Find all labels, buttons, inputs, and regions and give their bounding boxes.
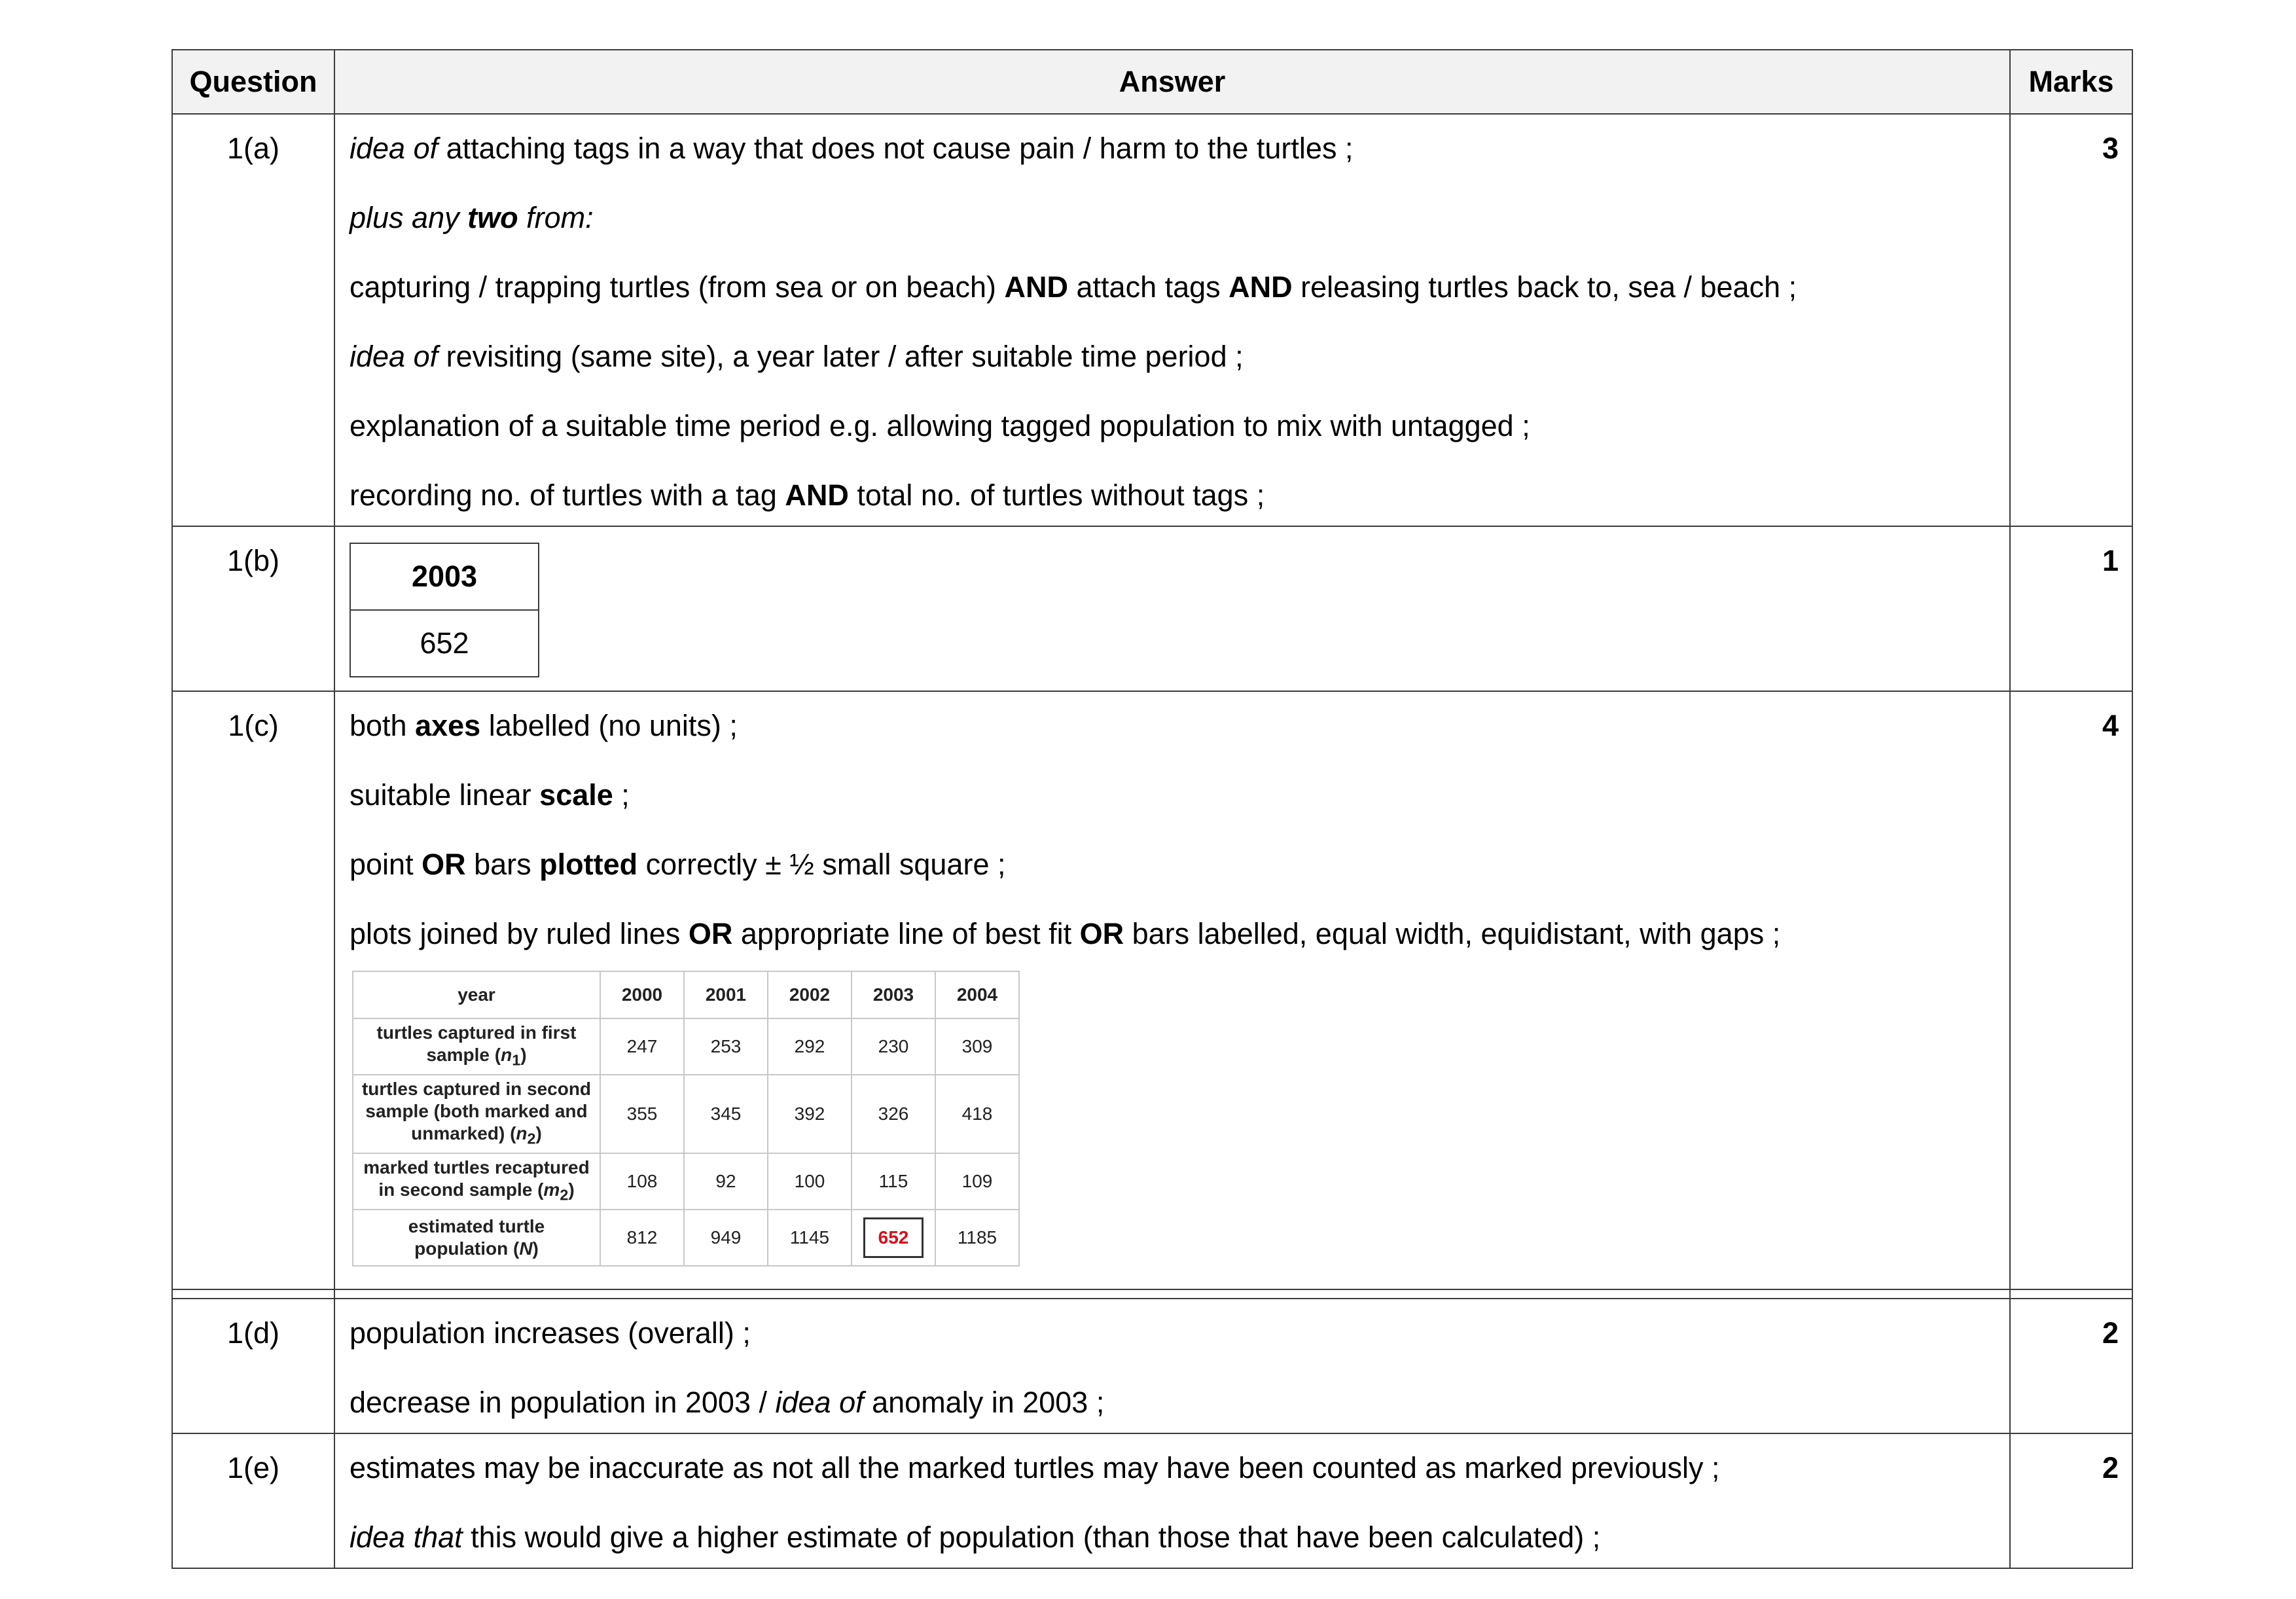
text: ) — [532, 1238, 539, 1259]
question-label: 1(e) — [172, 1433, 334, 1568]
subscript: 2 — [527, 1130, 536, 1147]
separator — [334, 1289, 2010, 1299]
text: unmarked) ( — [411, 1123, 516, 1143]
answer-line — [350, 709, 1995, 743]
mark-scheme-table — [171, 49, 2133, 1569]
data-cell: 253 — [684, 1018, 768, 1075]
text: sample (both marked and — [365, 1101, 588, 1121]
text: recording no. of turtles with a tag — [350, 478, 785, 512]
emphasis: plotted — [539, 848, 638, 881]
answer-line — [350, 201, 1995, 235]
answer-cell — [334, 526, 2010, 691]
answer-cell — [334, 114, 2010, 526]
row-header — [353, 1153, 600, 1210]
text: sample ( — [426, 1045, 501, 1066]
text: ; — [613, 778, 630, 812]
text: point — [350, 848, 422, 881]
text: revisiting (same site), a year later / after suitable time period ; — [438, 340, 1244, 373]
year-cell: 2000 — [600, 971, 684, 1018]
answer-cell — [334, 1299, 2010, 1433]
row-header — [353, 1075, 600, 1153]
text: anomaly in 2003 ; — [863, 1385, 1105, 1419]
text: correctly ± ½ small square ; — [637, 848, 1006, 881]
text: appropriate line of best fit — [732, 917, 1080, 950]
emphasis: AND — [1229, 270, 1293, 304]
row-1a — [172, 114, 2132, 526]
data-cell: 108 — [600, 1153, 684, 1210]
data-cell: 355 — [600, 1075, 684, 1153]
question-label: 1(c) — [172, 691, 334, 1289]
text: plus any — [350, 201, 468, 234]
data-cell: 418 — [935, 1075, 1019, 1153]
row-1e — [172, 1433, 2132, 1568]
emphasis: OR — [688, 917, 733, 950]
row-header: year — [353, 971, 600, 1018]
text: in second sample ( — [378, 1179, 544, 1200]
marks-value: 4 — [2010, 691, 2132, 1289]
header-question: Question — [172, 50, 334, 114]
qualifier: idea of — [350, 132, 439, 165]
text: decrease in population in 2003 / — [350, 1385, 776, 1419]
text: labelled (no units) ; — [480, 709, 738, 742]
row-1c — [172, 691, 2132, 1289]
answer-line: explanation of a suitable time period e.g. allowing tagged population to mix with untagged ; — [350, 409, 1530, 442]
separator-row — [172, 1289, 2132, 1299]
data-cell: 1145 — [768, 1210, 852, 1266]
answer-line — [350, 132, 1995, 166]
data-cell: 292 — [768, 1018, 852, 1075]
data-cell: 326 — [852, 1075, 935, 1153]
text: estimated turtle — [408, 1215, 545, 1236]
answer-line: estimates may be inaccurate as not all the marked turtles may have been counted as marked previously ; — [350, 1450, 1720, 1484]
emphasis: OR — [1079, 917, 1124, 950]
subscript: 1 — [512, 1051, 521, 1069]
answer-line — [350, 1386, 1995, 1420]
answer-line — [350, 778, 1995, 812]
symbol: n — [501, 1045, 512, 1066]
text: bars — [465, 848, 540, 881]
symbol: N — [519, 1238, 533, 1259]
text: suitable linear — [350, 778, 540, 812]
highlighted-value: 652 — [863, 1217, 924, 1258]
answer-line — [350, 270, 1995, 304]
emphasis: AND — [785, 478, 849, 512]
text: turtles captured in second — [361, 1079, 592, 1099]
data-cell: 115 — [852, 1153, 935, 1210]
question-label: 1(d) — [172, 1299, 334, 1433]
text: attaching tags in a way that does not cause pain / harm to the turtles ; — [438, 132, 1354, 165]
emphasis: OR — [422, 848, 466, 881]
qualifier: idea of — [775, 1385, 864, 1419]
row-1b — [172, 526, 2132, 691]
data-cell: 92 — [684, 1153, 768, 1210]
separator — [2010, 1289, 2132, 1299]
data-cell — [852, 1210, 935, 1266]
year-row — [353, 971, 1019, 1018]
text: ) — [535, 1123, 542, 1143]
data-cell: 812 — [600, 1210, 684, 1266]
text: ) — [520, 1045, 527, 1066]
text: marked turtles recaptured — [363, 1157, 590, 1177]
separator — [172, 1289, 334, 1299]
answer-line — [350, 478, 1995, 512]
answer-line — [350, 917, 1995, 951]
text: this would give a higher estimate of population (than those that have been calculated) ; — [462, 1520, 1601, 1554]
data-cell: 392 — [768, 1075, 852, 1153]
data-row — [353, 1075, 1019, 1153]
answer-line — [350, 1520, 1995, 1554]
emphasis: axes — [415, 709, 481, 742]
text: attach tags — [1068, 270, 1229, 304]
answer-mini-table — [350, 543, 539, 677]
year-cell: 2001 — [684, 971, 768, 1018]
emphasis: AND — [1004, 270, 1069, 304]
marks-value: 3 — [2010, 114, 2132, 526]
answer-cell — [334, 691, 2010, 1289]
year-cell: 2003 — [852, 971, 935, 1018]
emphasis: scale — [539, 778, 613, 812]
marks-value: 2 — [2010, 1299, 2132, 1433]
marks-value: 1 — [2010, 526, 2132, 691]
answer-line — [350, 340, 1995, 374]
data-cell: 1185 — [935, 1210, 1019, 1266]
text: capturing / trapping turtles (from sea or on beach) — [350, 270, 1005, 304]
text: plots joined by ruled lines — [350, 917, 689, 950]
qualifier: idea of — [350, 340, 439, 373]
qualifier: idea that — [350, 1520, 463, 1554]
turtle-data-table — [352, 971, 1020, 1267]
symbol: m — [543, 1179, 560, 1200]
question-label: 1(a) — [172, 114, 334, 526]
question-label: 1(b) — [172, 526, 334, 691]
text: ) — [568, 1179, 575, 1200]
answer-line: population increases (overall) ; — [350, 1316, 751, 1350]
answer-line — [350, 848, 1995, 882]
data-cell: 100 — [768, 1153, 852, 1210]
symbol: n — [516, 1123, 528, 1143]
row-1d — [172, 1299, 2132, 1433]
mini-value: 652 — [350, 610, 539, 677]
answer-cell — [334, 1433, 2010, 1568]
data-cell: 247 — [600, 1018, 684, 1075]
header-marks: Marks — [2010, 50, 2132, 114]
mini-year: 2003 — [350, 543, 539, 610]
header-row — [172, 50, 2132, 114]
text: turtles captured in first — [376, 1022, 577, 1043]
year-cell: 2002 — [768, 971, 852, 1018]
data-row — [353, 1153, 1019, 1210]
marks-value: 2 — [2010, 1433, 2132, 1568]
text: releasing turtles back to, sea / beach ; — [1292, 270, 1797, 304]
text: population ( — [414, 1238, 520, 1259]
data-cell: 949 — [684, 1210, 768, 1266]
emphasis: two — [467, 201, 518, 234]
data-row — [353, 1210, 1019, 1266]
data-row — [353, 1018, 1019, 1075]
text: total no. of turtles without tags ; — [848, 478, 1265, 512]
row-header — [353, 1210, 600, 1266]
data-cell: 109 — [935, 1153, 1019, 1210]
text: from: — [518, 201, 594, 234]
data-cell: 230 — [852, 1018, 935, 1075]
data-cell: 345 — [684, 1075, 768, 1153]
text: both — [350, 709, 416, 742]
row-header — [353, 1018, 600, 1075]
data-cell: 309 — [935, 1018, 1019, 1075]
header-answer: Answer — [334, 50, 2010, 114]
year-cell: 2004 — [935, 971, 1019, 1018]
text: bars labelled, equal width, equidistant, with gaps ; — [1124, 917, 1781, 950]
subscript: 2 — [560, 1186, 569, 1204]
